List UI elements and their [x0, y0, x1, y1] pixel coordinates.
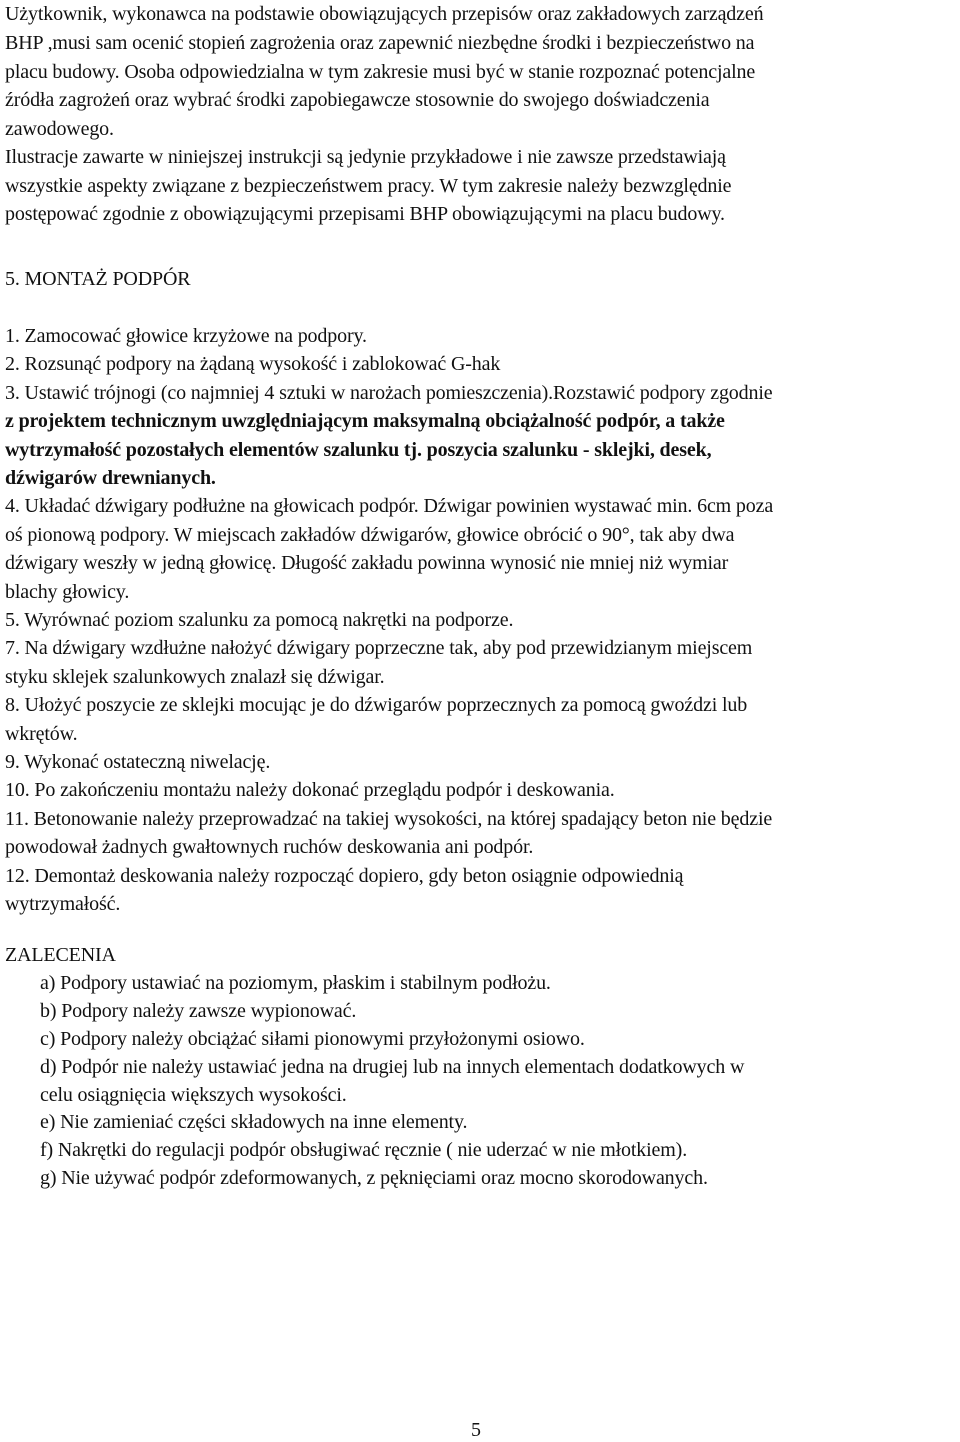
recommendation-item: e) Nie zamieniać części składowych na inne elementy.: [40, 1111, 468, 1133]
intro-line: postępować zgodnie z obowiązującymi przepisami BHP obowiązującymi na placu budowy.: [5, 203, 725, 225]
intro-line: BHP ,musi sam ocenić stopień zagrożenia oraz zapewnić niezbędne środki i bezpieczeństwo na: [5, 32, 755, 54]
step-line: powodował żadnych gwałtownych ruchów deskowania ani podpór.: [5, 836, 534, 858]
intro-line: placu budowy. Osoba odpowiedzialna w tym zakresie musi być w stanie rozpoznać potencjalne: [5, 61, 756, 83]
step-line: 4. Układać dźwigary podłużne na głowicach podpór. Dźwigar powinien wystawać min. 6cm poza: [5, 495, 774, 517]
step-line-bold: wytrzymałość pozostałych elementów szalunku tj. poszycia szalunku - sklejki, desek,: [5, 439, 712, 461]
step-line: 3. Ustawić trójnogi (co najmniej 4 sztuki w narożach pomieszczenia).Rozstawić podpory zgodnie: [5, 382, 773, 404]
recommendation-item: celu osiągnięcia większych wysokości.: [40, 1084, 347, 1106]
page-number: 5: [471, 1419, 481, 1441]
recommendation-item: c) Podpory należy obciążać siłami pionowymi przyłożonymi osiowo.: [40, 1028, 585, 1050]
recommendation-item: a) Podpory ustawiać na poziomym, płaskim i stabilnym podłożu.: [40, 972, 551, 994]
step-line: dźwigary weszły w jedną głowicę. Długość zakładu powinna wynosić nie mniej niż wymiar: [5, 552, 729, 574]
step-line: 10. Po zakończeniu montażu należy dokonać przeglądu podpór i deskowania.: [5, 779, 615, 801]
step-line: 1. Zamocować głowice krzyżowe na podpory.: [5, 325, 367, 347]
intro-line: zawodowego.: [5, 118, 114, 140]
step-line: 11. Betonowanie należy przeprowadzać na takiej wysokości, na której spadający beton nie będzie: [5, 808, 773, 830]
step-line: 7. Na dźwigary wzdłużne nałożyć dźwigary poprzeczne tak, aby pod przewidzianym miejscem: [5, 637, 753, 659]
step-line-bold: z projektem technicznym uwzględniającym maksymalną obciążalność podpór, a także: [5, 410, 725, 432]
intro-line: źródła zagrożeń oraz wybrać środki zapobiegawcze stosownie do swojego doświadczenia: [5, 89, 710, 111]
step-line: styku sklejek szalunkowych znalazł się dźwigar.: [5, 666, 385, 688]
intro-line: Ilustracje zawarte w niniejszej instrukcji są jedynie przykładowe i nie zawsze przedstawiają: [5, 146, 726, 168]
step-line: 5. Wyrównać poziom szalunku za pomocą nakrętki na podporze.: [5, 609, 514, 631]
recommendation-item: b) Podpory należy zawsze wypionować.: [40, 1000, 357, 1022]
step-line: 12. Demontaż deskowania należy rozpocząć dopiero, gdy beton osiągnie odpowiednią: [5, 865, 684, 887]
intro-line: Użytkownik, wykonawca na podstawie obowiązujących przepisów oraz zakładowych zarządzeń: [5, 3, 764, 25]
intro-line: wszystkie aspekty związane z bezpieczeństwem pracy. W tym zakresie należy bezwzględnie: [5, 175, 732, 197]
step-line: wkrętów.: [5, 723, 78, 745]
step-line-bold: dźwigarów drewnianych.: [5, 467, 216, 489]
step-line: blachy głowicy.: [5, 581, 130, 603]
step-line: wytrzymałość.: [5, 893, 121, 915]
recommendations-heading: ZALECENIA: [5, 944, 116, 966]
recommendation-item: f) Nakrętki do regulacji podpór obsługiwać ręcznie ( nie uderzać w nie młotkiem).: [40, 1139, 688, 1161]
section-heading: 5. MONTAŻ PODPÓR: [5, 268, 191, 290]
step-line: 9. Wykonać ostateczną niwelację.: [5, 751, 271, 773]
recommendation-item: d) Podpór nie należy ustawiać jedna na drugiej lub na innych elementach dodatkowych w: [40, 1056, 745, 1078]
step-line: oś pionową podpory. W miejscach zakładów dźwigarów, głowice obrócić o 90°, tak aby dwa: [5, 524, 735, 546]
step-line: 2. Rozsunąć podpory na żądaną wysokość i zablokować G-hak: [5, 353, 501, 375]
step-line: 8. Ułożyć poszycie ze sklejki mocując je do dźwigarów poprzecznych za pomocą gwoździ lub: [5, 694, 748, 716]
recommendation-item: g) Nie używać podpór zdeformowanych, z pęknięciami oraz mocno skorodowanych.: [40, 1167, 708, 1189]
